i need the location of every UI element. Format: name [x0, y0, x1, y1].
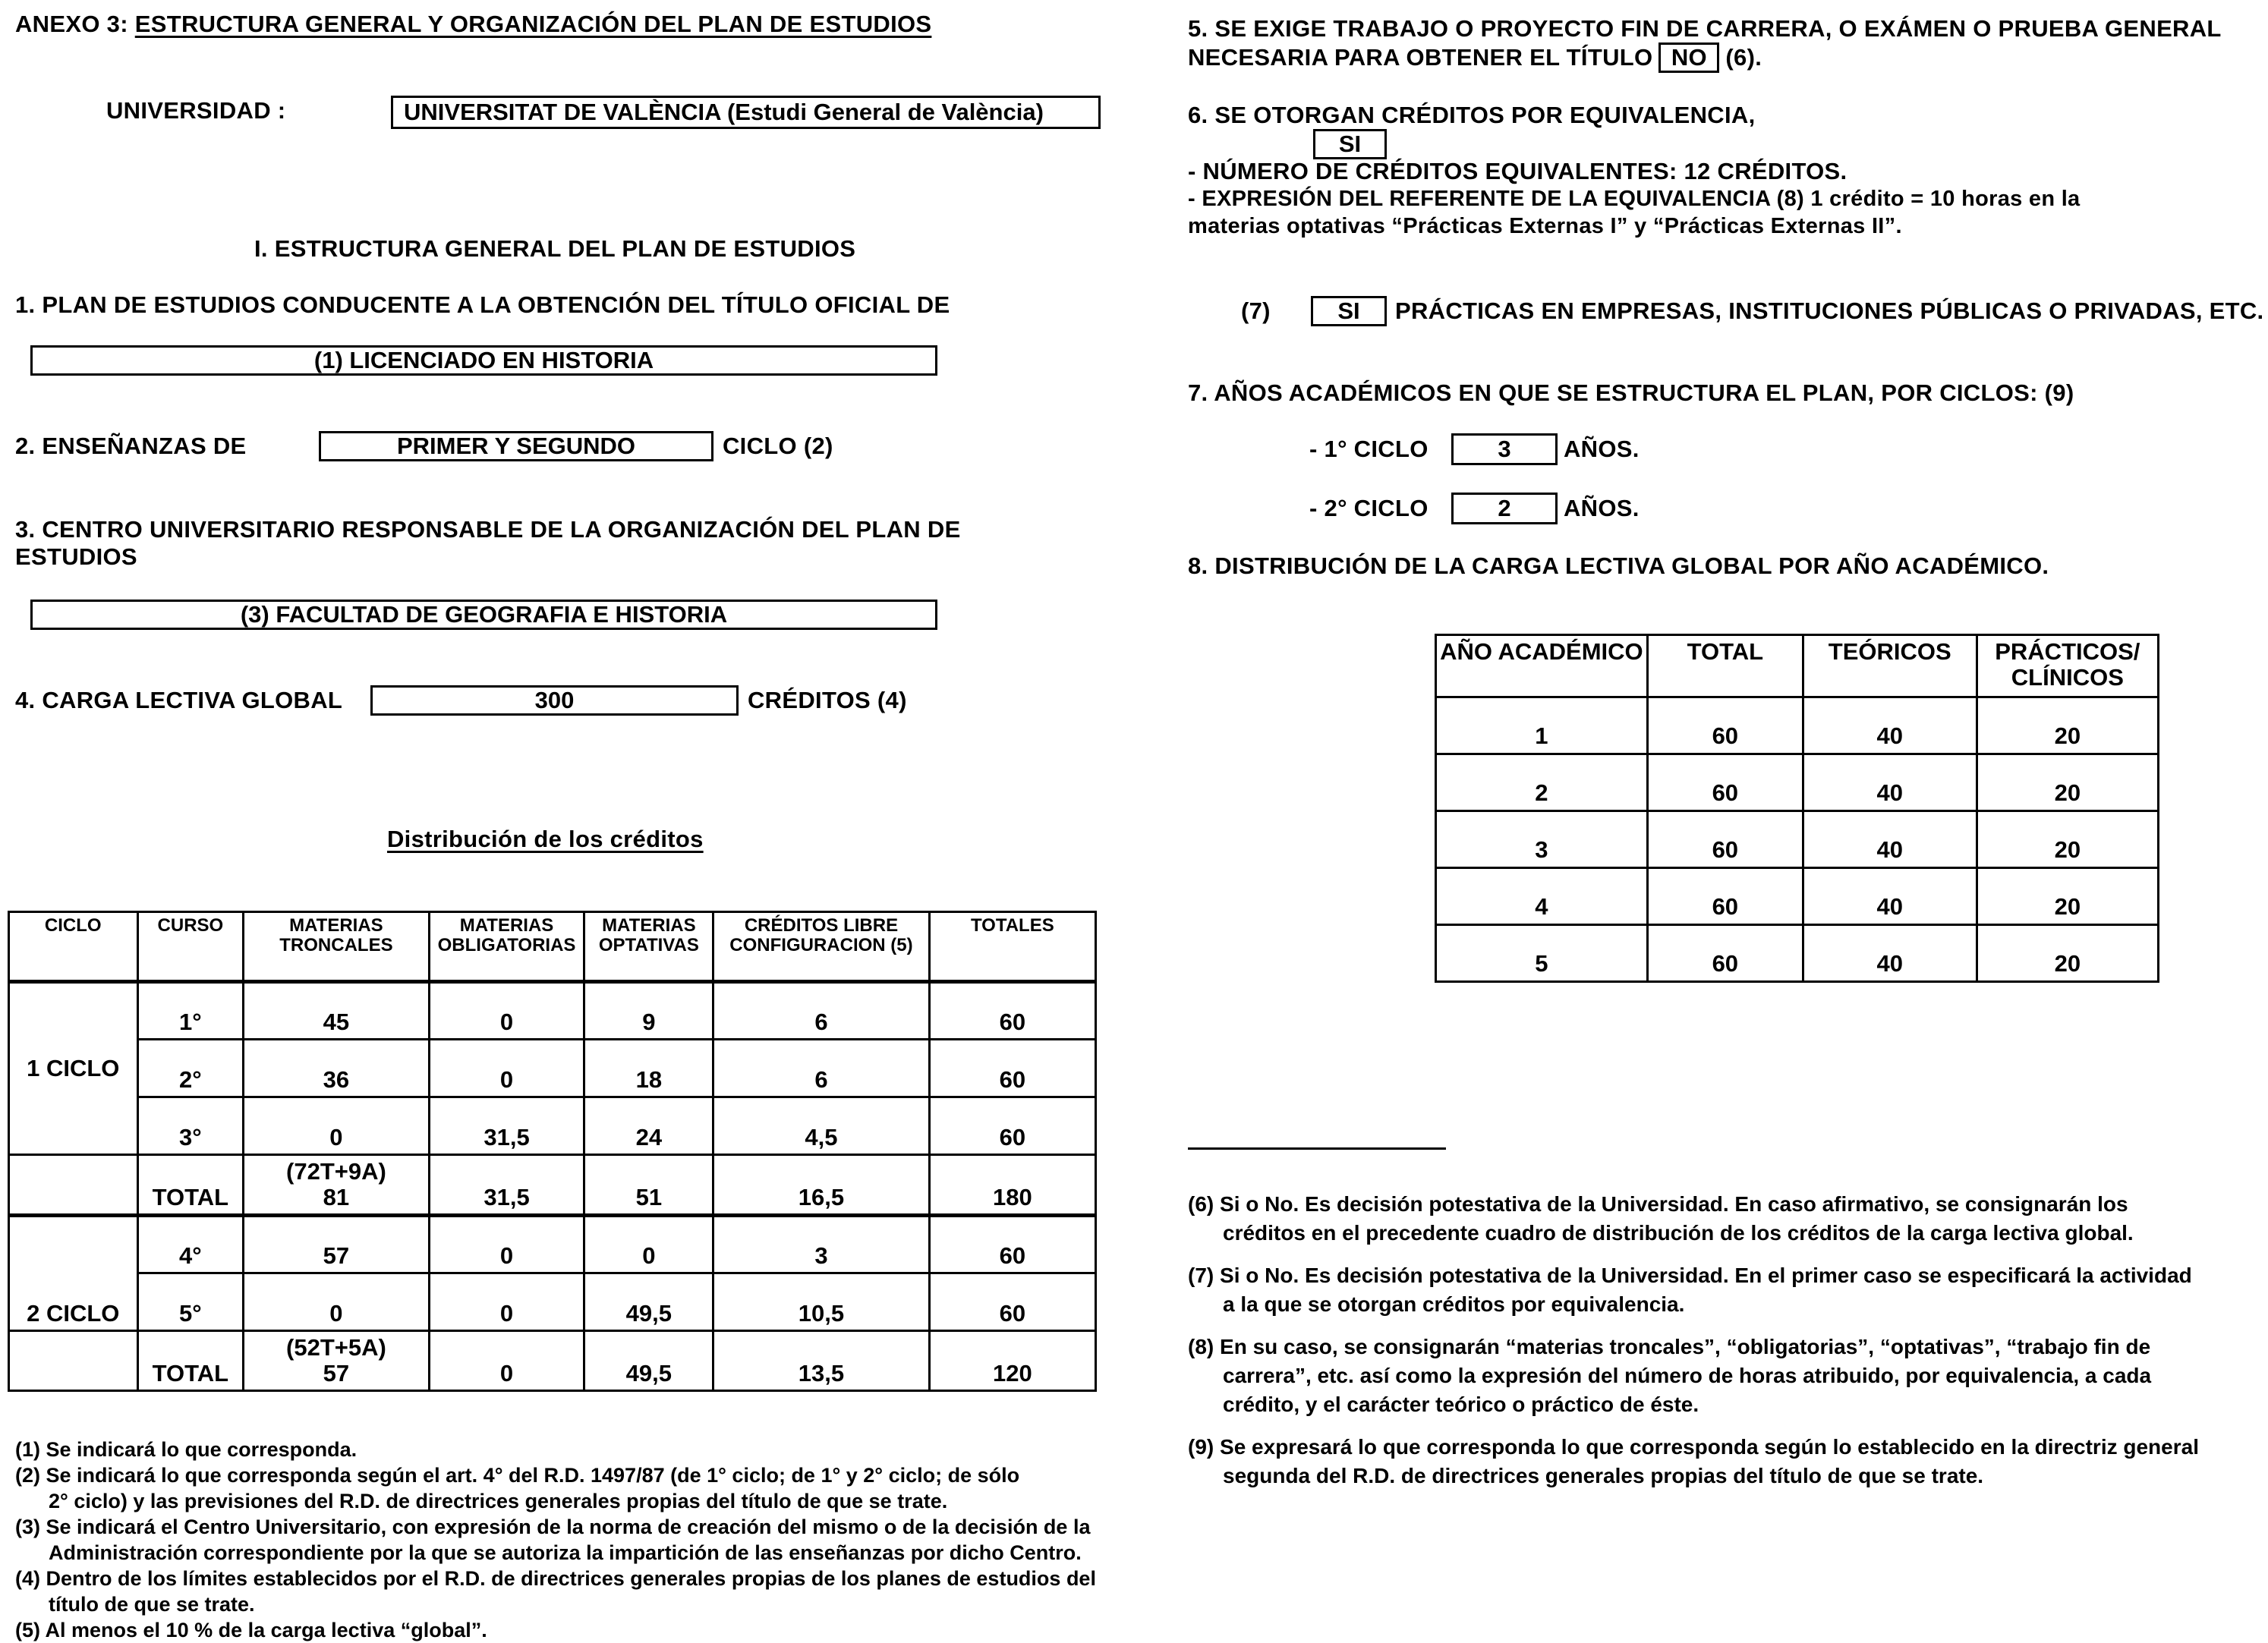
item4-field — [370, 685, 739, 716]
item6-expr1: - EXPRESIÓN DEL REFERENTE DE LA EQUIVALENCIA (8) 1 crédito = 10 horas en la — [1188, 187, 2081, 211]
table-cell: 49,5 — [584, 1331, 713, 1391]
table-cell: 120 — [929, 1331, 1095, 1391]
universidad-value: UNIVERSITAT DE VALÈNCIA (Estudi General de València) — [404, 99, 1044, 125]
troncales-value: 57 — [323, 1360, 350, 1386]
table-cell: 40 — [1803, 868, 1977, 925]
item3-value: (3) FACULTAD DE GEOGRAFIA E HISTORIA — [240, 601, 728, 628]
col-header: MATERIAS OPTATIVAS — [584, 912, 713, 982]
table-cell: 57 — [244, 1216, 429, 1273]
table-cell: 60 — [1647, 811, 1803, 868]
table-cell-empty — [9, 1155, 138, 1216]
table-cell: 2° — [137, 1040, 244, 1097]
table-cell: 60 — [929, 1216, 1095, 1273]
table-cell: 4,5 — [713, 1097, 929, 1155]
table-cell: 3° — [137, 1097, 244, 1155]
table-row — [1436, 868, 2159, 925]
footnote — [1188, 1261, 2199, 1290]
table-cell: 20 — [1977, 868, 2158, 925]
table-cell: 0 — [429, 1273, 584, 1331]
table-cell: 13,5 — [713, 1331, 929, 1391]
footnote-cont: Administración correspondiente por la que se autoriza la impartición de las enseñanzas por dicho Centro. — [49, 1541, 1082, 1564]
table-cell: 0 — [244, 1273, 429, 1331]
item5-line2 — [1188, 42, 1762, 73]
table-cell: TOTAL — [137, 1155, 244, 1216]
annex-label: ANEXO 3: — [15, 11, 128, 37]
table-cell: 180 — [929, 1155, 1095, 1216]
table-cell: 5° — [137, 1273, 244, 1331]
credits-header-row — [9, 912, 1096, 982]
cycle-label: 2 CICLO — [9, 1216, 138, 1331]
left-notes — [15, 1437, 1096, 1643]
practicas-num: (7) — [1241, 297, 1271, 324]
footnote-divider — [1188, 1147, 1446, 1150]
table-cell: 31,5 — [429, 1097, 584, 1155]
footnote-text: Si o No. Es decisión potestativa de la Universidad. En caso afirmativo, se consignarán los — [1220, 1192, 2128, 1216]
table-cell: 20 — [1977, 811, 2158, 868]
table-cell: 4 — [1436, 868, 1648, 925]
item7-label: 7. AÑOS ACADÉMICOS EN QUE SE ESTRUCTURA EL PLAN, POR CICLOS: (9) — [1188, 379, 2074, 406]
table-cell: 40 — [1803, 925, 1977, 982]
item2-label: 2. ENSEÑANZAS DE — [15, 433, 247, 459]
table-cell: 51 — [584, 1155, 713, 1216]
footnote — [15, 1462, 1096, 1488]
table-cell: 60 — [929, 1273, 1095, 1331]
footnote-cont: título de que se trate. — [49, 1593, 255, 1616]
table-row — [1436, 811, 2159, 868]
footnote — [15, 1437, 1096, 1462]
table-cell-troncales-total — [244, 1155, 429, 1216]
table-cell: 0 — [429, 1216, 584, 1273]
item5-prefix: NECESARIA PARA OBTENER EL TÍTULO — [1188, 44, 1653, 71]
section-title: I. ESTRUCTURA GENERAL DEL PLAN DE ESTUDIOS — [254, 235, 856, 262]
col-header: MATERIAS TRONCALES — [244, 912, 429, 982]
item5-value: NO — [1658, 42, 1719, 73]
table-row — [1436, 925, 2159, 982]
item1-value: (1) LICENCIADO EN HISTORIA — [313, 347, 654, 373]
footnote-cont: segunda del R.D. de directrices generales propias del título de que se trate. — [1223, 1464, 1984, 1487]
cycle1-years-suffix: AÑOS. — [1564, 436, 1640, 462]
footnote-num: (6) — [1188, 1192, 1214, 1216]
table-cell-troncales-total — [244, 1331, 429, 1391]
item2-field — [319, 431, 713, 461]
footnote-num: (8) — [1188, 1335, 1214, 1358]
table-cell: 9 — [584, 982, 713, 1040]
table-cell: 36 — [244, 1040, 429, 1097]
universidad-label: UNIVERSIDAD : — [106, 97, 286, 124]
item6-value: SI — [1338, 131, 1362, 157]
table-cell: 1 — [1436, 697, 1648, 754]
footnote-cont: créditos en el precedente cuadro de distribución de los créditos de la carga lectiva global. — [1223, 1221, 2134, 1245]
cycle1-years-value: 3 — [1498, 436, 1511, 462]
year-header-row — [1436, 635, 2159, 697]
table-row — [9, 1097, 1096, 1155]
universidad-field — [391, 96, 1101, 129]
col-header: PRÁCTICOS/ CLÍNICOS — [1977, 635, 2158, 697]
table-cell: 20 — [1977, 925, 2158, 982]
col-header: MATERIAS OBLIGATORIAS — [429, 912, 584, 982]
cycle1-years-field — [1451, 433, 1558, 465]
table-cell: 40 — [1803, 754, 1977, 811]
item6-numero: - NÚMERO DE CRÉDITOS EQUIVALENTES: 12 CRÉDITOS. — [1188, 158, 1847, 184]
cycle-label: 1 CICLO — [9, 982, 138, 1155]
practicas-field — [1311, 296, 1387, 326]
annex-header — [15, 11, 931, 38]
table-cell: 4° — [137, 1216, 244, 1273]
cycle2-years-value: 2 — [1498, 495, 1511, 521]
table-cell: 2 — [1436, 754, 1648, 811]
table-cell-empty — [9, 1331, 138, 1391]
table-cell: 60 — [1647, 868, 1803, 925]
footnote-text: Se indicará el Centro Universitario, con expresión de la norma de creación del mismo o de la decisión de la — [46, 1516, 1091, 1538]
table-cell: 18 — [584, 1040, 713, 1097]
col-header: TOTAL — [1647, 635, 1803, 697]
item3-label-line1: 3. CENTRO UNIVERSITARIO RESPONSABLE DE LA ORGANIZACIÓN DEL PLAN DE — [15, 516, 961, 543]
table-cell: 1° — [137, 982, 244, 1040]
table-row — [9, 1273, 1096, 1331]
footnote-num: (5) — [15, 1619, 40, 1641]
table-cell: 40 — [1803, 811, 1977, 868]
table-cell: 60 — [1647, 697, 1803, 754]
item5-suffix: (6). — [1725, 44, 1762, 71]
table-cell: 0 — [584, 1216, 713, 1273]
table-row — [1436, 697, 2159, 754]
table-row — [9, 1040, 1096, 1097]
practicas-value: SI — [1337, 297, 1360, 324]
item4-value: 300 — [534, 687, 575, 713]
footnote — [15, 1566, 1096, 1591]
table-cell: 60 — [929, 982, 1095, 1040]
footnote-text: Se indicará lo que corresponda según el art. 4° del R.D. 1497/87 (de 1° ciclo; de 1° y 2° ciclo; de sólo — [46, 1464, 1020, 1487]
item2-suffix: CICLO (2) — [723, 433, 833, 459]
footnote-text: Al menos el 10 % de la carga lectiva “global”. — [45, 1619, 487, 1641]
item6-expr2: materias optativas “Prácticas Externas I” y “Prácticas Externas II”. — [1188, 214, 1902, 238]
footnote-cont: crédito, y el carácter teórico o práctico de éste. — [1223, 1393, 1699, 1416]
table-cell: 60 — [1647, 754, 1803, 811]
footnote — [15, 1617, 1096, 1643]
footnote-text: Si o No. Es decisión potestativa de la Universidad. En el primer caso se especificará la actividad — [1220, 1264, 2192, 1287]
item3-field — [30, 600, 937, 630]
footnote-num: (9) — [1188, 1435, 1214, 1459]
item5-line1: 5. SE EXIGE TRABAJO O PROYECTO FIN DE CARRERA, O EXÁMEN O PRUEBA GENERAL — [1188, 15, 2222, 42]
table-cell: TOTAL — [137, 1331, 244, 1391]
table-cell: 3 — [713, 1216, 929, 1273]
table-cell: 20 — [1977, 697, 2158, 754]
table-cell: 16,5 — [713, 1155, 929, 1216]
table-cell: 60 — [1647, 925, 1803, 982]
practicas-text: PRÁCTICAS EN EMPRESAS, INSTITUCIONES PÚBLICAS O PRIVADAS, ETC. — [1395, 297, 2264, 324]
table-cell: 40 — [1803, 697, 1977, 754]
item8-label: 8. DISTRIBUCIÓN DE LA CARGA LECTIVA GLOBAL POR AÑO ACADÉMICO. — [1188, 552, 2049, 579]
table-cell: 0 — [429, 1331, 584, 1391]
item2-value: PRIMER Y SEGUNDO — [396, 433, 636, 459]
footnote-num: (4) — [15, 1567, 40, 1590]
troncales-note: (72T+9A) — [286, 1158, 386, 1185]
footnote — [1188, 1433, 2199, 1462]
col-header: CICLO — [9, 912, 138, 982]
item6-field — [1313, 129, 1387, 159]
credits-table — [8, 911, 1097, 1392]
table-cell: 0 — [429, 982, 584, 1040]
cycle2-years-label: - 2° CICLO — [1309, 495, 1429, 521]
table-cell: 6 — [713, 982, 929, 1040]
table-cell: 3 — [1436, 811, 1648, 868]
footnote-num: (7) — [1188, 1264, 1214, 1287]
footnote — [15, 1514, 1096, 1540]
troncales-note: (52T+5A) — [286, 1334, 386, 1361]
col-header: CRÉDITOS LIBRE CONFIGURACION (5) — [713, 912, 929, 982]
item3-label-line2: ESTUDIOS — [15, 543, 137, 570]
table-row-total — [9, 1331, 1096, 1391]
table-row — [1436, 754, 2159, 811]
footnote-cont: 2° ciclo) y las previsiones del R.D. de directrices generales propias del título de que se trate. — [49, 1490, 948, 1512]
table-cell: 5 — [1436, 925, 1648, 982]
table-cell: 6 — [713, 1040, 929, 1097]
footnote-text: Se expresará lo que corresponda lo que corresponda según lo establecido en la directriz general — [1220, 1435, 2199, 1459]
col-header: TEÓRICOS — [1803, 635, 1977, 697]
footnote-text: Dentro de los límites establecidos por el R.D. de directrices generales propias de los planes de estudios del — [46, 1567, 1096, 1590]
table-row — [9, 982, 1096, 1040]
troncales-value: 81 — [323, 1184, 350, 1210]
table-row — [9, 1216, 1096, 1273]
table-cell: 60 — [929, 1097, 1095, 1155]
cycle2-years-suffix: AÑOS. — [1564, 495, 1640, 521]
col-header: AÑO ACADÉMICO — [1436, 635, 1648, 697]
footnote-text: Se indicará lo que corresponda. — [46, 1438, 358, 1461]
footnote-num: (2) — [15, 1464, 40, 1487]
item4-label: 4. CARGA LECTIVA GLOBAL — [15, 687, 343, 713]
footnote-num: (1) — [15, 1438, 40, 1461]
table-cell: 45 — [244, 982, 429, 1040]
col-header: TOTALES — [929, 912, 1095, 982]
col-header: CURSO — [137, 912, 244, 982]
footnote-num: (3) — [15, 1516, 40, 1538]
right-notes — [1188, 1190, 2199, 1490]
item4-suffix: CRÉDITOS (4) — [748, 687, 907, 713]
table-cell: 10,5 — [713, 1273, 929, 1331]
item1-field — [30, 345, 937, 376]
table-cell: 20 — [1977, 754, 2158, 811]
cycle1-years-label: - 1° CICLO — [1309, 436, 1429, 462]
document-title: ESTRUCTURA GENERAL Y ORGANIZACIÓN DEL PLAN DE ESTUDIOS — [134, 11, 932, 37]
footnote-text: En su caso, se consignarán “materias troncales”, “obligatorias”, “optativas”, “trabajo fin de — [1220, 1335, 2151, 1358]
cycle2-years-field — [1451, 493, 1558, 524]
footnote — [1188, 1190, 2199, 1219]
table-cell: 49,5 — [584, 1273, 713, 1331]
table-cell: 0 — [244, 1097, 429, 1155]
footnote-cont: a la que se otorgan créditos por equivalencia. — [1223, 1292, 1685, 1316]
table-row-total — [9, 1155, 1096, 1216]
footnote-cont: carrera”, etc. así como la expresión del número de horas atribuido, por equivalencia, a cada — [1223, 1364, 2152, 1387]
footnote — [1188, 1333, 2199, 1361]
item6-label: 6. SE OTORGAN CRÉDITOS POR EQUIVALENCIA, — [1188, 102, 1756, 128]
table-cell: 24 — [584, 1097, 713, 1155]
table-cell: 60 — [929, 1040, 1095, 1097]
year-table — [1435, 634, 2159, 983]
item1-label: 1. PLAN DE ESTUDIOS CONDUCENTE A LA OBTENCIÓN DEL TÍTULO OFICIAL DE — [15, 291, 950, 318]
distribution-title: Distribución de los créditos — [387, 826, 704, 852]
table-cell: 0 — [429, 1040, 584, 1097]
table-cell: 31,5 — [429, 1155, 584, 1216]
